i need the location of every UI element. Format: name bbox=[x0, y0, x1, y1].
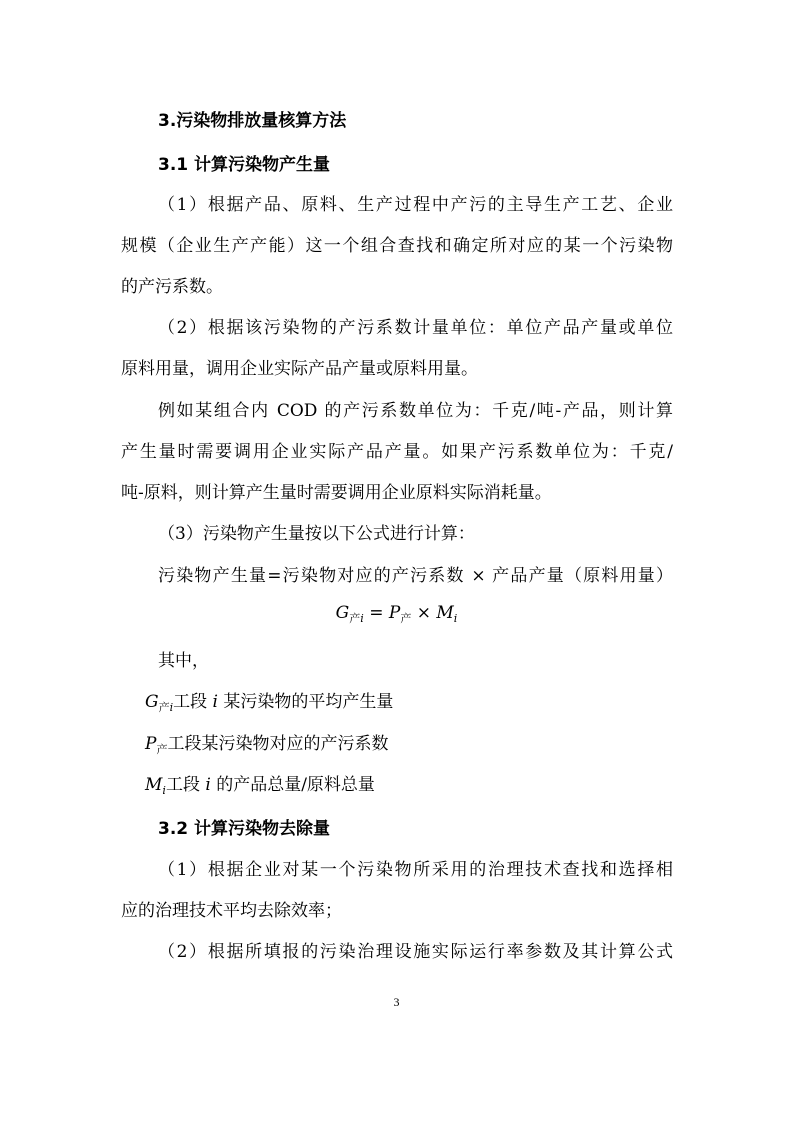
def-sub-i: i bbox=[162, 784, 166, 797]
subsection-heading-3-2: 3.2 计算污染物去除量 bbox=[158, 819, 331, 839]
formula-g-sub-i: i bbox=[360, 612, 364, 625]
paragraph-line: 例如某组合内 COD 的产污系数单位为：千克/吨-产品，则计算 bbox=[158, 401, 673, 421]
paragraph-line: （2）根据所填报的污染治理设施实际运行率参数及其计算公式 bbox=[158, 942, 673, 962]
formula-m-sub-i: i bbox=[453, 612, 458, 625]
paragraph-line: 的产污系数。 bbox=[121, 277, 223, 297]
definition-m bbox=[145, 770, 375, 797]
def-symbol: G bbox=[145, 692, 159, 712]
formula-text-line: 污染物产生量=污染物对应的产污系数 × 产品产量（原料用量） bbox=[158, 566, 673, 586]
paragraph-line: 应的治理技术平均去除效率； bbox=[121, 901, 342, 921]
def-symbol: P bbox=[145, 734, 157, 754]
subsection-heading-3-1: 3.1 计算污染物产生量 bbox=[158, 155, 331, 175]
formula-g-sub-cn: 产 bbox=[349, 612, 361, 625]
definition-p bbox=[145, 729, 388, 757]
paragraph-line: 产生量时需要调用企业实际产品产量。如果产污系数单位为：千克/ bbox=[121, 442, 673, 462]
formula-g: G bbox=[335, 603, 350, 623]
section-heading: 3.污染物排放量核算方法 bbox=[158, 111, 347, 131]
paragraph-line: （3）污染物产生量按以下公式进行计算： bbox=[158, 524, 475, 544]
def-sub-cn: 产 bbox=[156, 743, 168, 756]
def-var: i bbox=[205, 775, 211, 795]
def-sub-cn: 产 bbox=[158, 701, 170, 714]
formula-p-sub-cn: 产 bbox=[400, 612, 412, 625]
definition-g bbox=[145, 687, 393, 715]
formula-equals: = bbox=[363, 603, 389, 623]
paragraph-line: 吨-原料，则计算产生量时需要调用企业原料实际消耗量。 bbox=[121, 483, 552, 503]
formula-times: × bbox=[411, 603, 437, 623]
def-text-a: 工段 bbox=[165, 775, 206, 795]
def-text-a: 工段某污染物对应的产污系数 bbox=[167, 734, 389, 754]
formula-p: P bbox=[388, 603, 401, 623]
paragraph-line: 原料用量，调用企业实际产品产量或原料用量。 bbox=[121, 359, 478, 379]
paragraph-line: （1）根据产品、原料、生产过程中产污的主导生产工艺、企业 bbox=[158, 195, 673, 215]
where-label: 其中， bbox=[158, 651, 209, 671]
paragraph-line: （1）根据企业对某一个污染物所采用的治理技术查找和选择相 bbox=[158, 860, 673, 880]
formula-m: M bbox=[436, 603, 454, 623]
formula bbox=[0, 603, 793, 626]
def-text-a: 工段 bbox=[173, 692, 213, 712]
def-symbol: M bbox=[145, 775, 163, 795]
page-number: 3 bbox=[393, 995, 400, 1009]
paragraph-line: （2）根据该污染物的产污系数计量单位：单位产品产量或单位 bbox=[158, 318, 673, 338]
def-text-b: 某污染物的平均产生量 bbox=[217, 692, 394, 712]
def-sub-i: i bbox=[169, 701, 174, 714]
paragraph-line: 规模（企业生产产能）这一个组合查找和确定所对应的某一个污染物 bbox=[121, 236, 673, 256]
def-var: i bbox=[212, 692, 218, 712]
def-text-b: 的产品总量/原料总量 bbox=[210, 775, 375, 795]
